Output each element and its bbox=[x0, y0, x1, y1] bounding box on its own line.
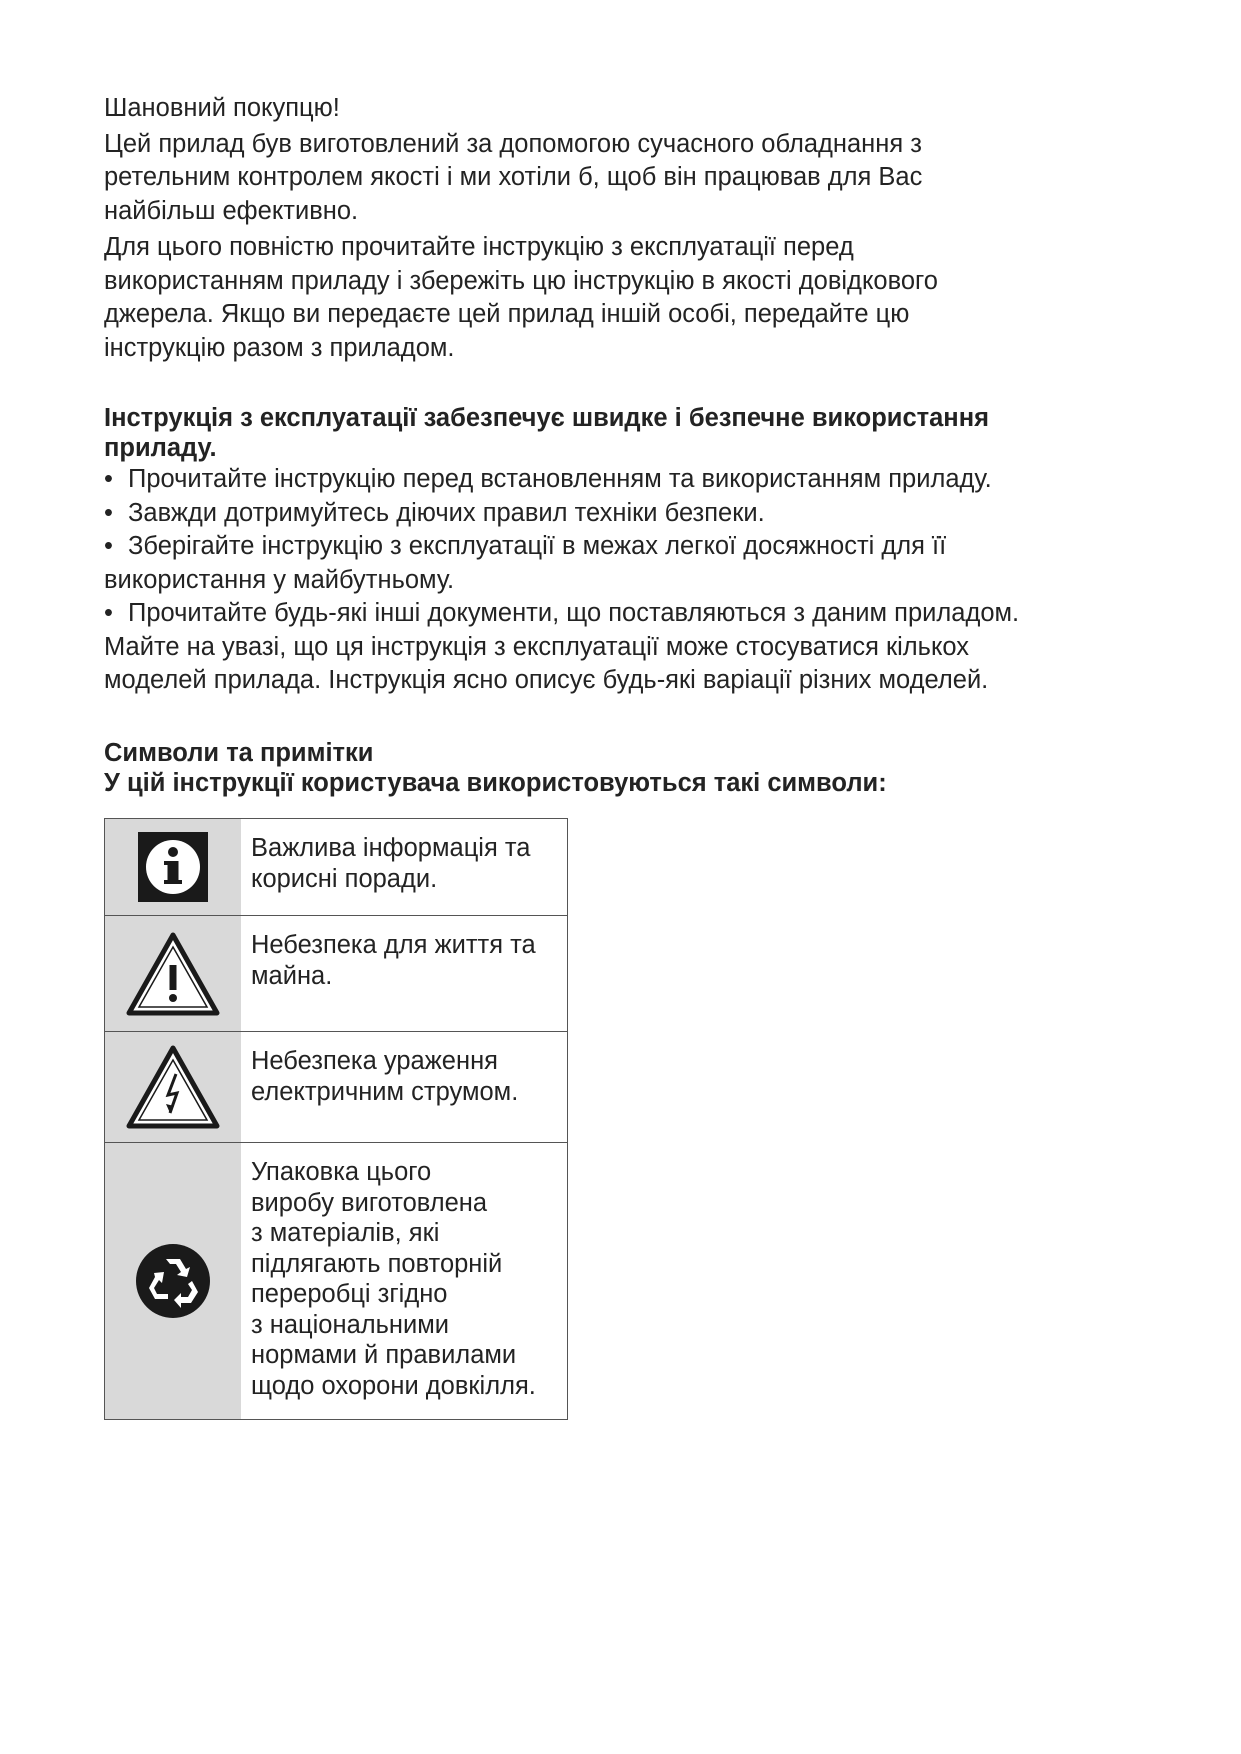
symbols-heading: Символи та примітки bbox=[104, 738, 374, 767]
safety-heading bbox=[104, 403, 1124, 463]
text-line: джерела. Якщо ви передаєте цей прилад іншій особі, передайте цю bbox=[104, 300, 910, 328]
symbols-table bbox=[104, 818, 568, 1420]
symbol-description bbox=[241, 916, 567, 1031]
heading-line: Інструкція з експлуатації забезпечує швидке і безпечне використання bbox=[104, 404, 989, 432]
greeting: Шановний покупцю! bbox=[104, 94, 340, 122]
description-line: переробці згідно bbox=[251, 1280, 448, 1308]
description-line: майна. bbox=[251, 961, 333, 990]
description-line: нормами й правилами bbox=[251, 1341, 517, 1369]
text-line: ретельним контролем якості і ми хотіли б, щоб він працював для Вас bbox=[104, 163, 923, 191]
description-line: корисні поради. bbox=[251, 864, 438, 893]
symbol-row-danger bbox=[105, 915, 567, 1031]
symbol-row-recycle bbox=[105, 1142, 567, 1419]
bullet-item bbox=[104, 530, 1124, 564]
note-line: моделей прилада. Інструкція ясно описує будь-які варіації різних моделей. bbox=[104, 666, 989, 694]
page-content bbox=[104, 92, 1124, 798]
text-line: Для цього повністю прочитайте інструкцію з експлуатації перед bbox=[104, 233, 854, 261]
description-line: виробу виготовлена bbox=[251, 1188, 488, 1217]
warning-icon bbox=[125, 931, 221, 1017]
symbol-icon-cell bbox=[105, 916, 241, 1031]
description-line: Упаковка цього bbox=[251, 1158, 432, 1186]
symbol-description bbox=[241, 1032, 567, 1142]
text-line: використанням приладу і збережіть цю інструкцію в якості довідкового bbox=[104, 266, 938, 295]
text-line: інструкцію разом з приладом. bbox=[104, 333, 455, 362]
section-spacer bbox=[104, 698, 1124, 738]
bullet-text: Зберігайте інструкцію з експлуатації в межах легкої досяжності для її bbox=[128, 532, 947, 560]
bullet-dot: • bbox=[104, 532, 113, 560]
description-line: з національними bbox=[251, 1310, 450, 1339]
bullet-dot: • bbox=[104, 599, 113, 627]
bullet-item bbox=[104, 463, 1124, 497]
description-line: щодо охорони довкілля. bbox=[251, 1371, 536, 1400]
recycle-icon bbox=[135, 1243, 211, 1319]
bullet-text: Прочитайте будь-які інші документи, що поставляються з даним приладом. bbox=[128, 599, 1020, 627]
bullet-item bbox=[104, 497, 1124, 531]
symbol-icon-cell bbox=[105, 1143, 241, 1419]
symbol-row-info bbox=[105, 819, 567, 915]
bullet-dot: • bbox=[104, 498, 113, 527]
bullet-text: Завжди дотримуйтесь діючих правил техніки безпеки. bbox=[128, 498, 765, 527]
description-line: Важлива інформація та bbox=[251, 834, 531, 862]
intro-paragraph-2 bbox=[104, 231, 1124, 365]
note-line: Майте на увазі, що ця інструкція з експлуатації може стосуватися кількох bbox=[104, 632, 970, 661]
symbol-description bbox=[241, 1143, 567, 1419]
text-line: найбільш ефективно. bbox=[104, 196, 359, 225]
bullet-dot: • bbox=[104, 465, 113, 493]
symbol-icon-cell bbox=[105, 819, 241, 915]
description-line: електричним струмом. bbox=[251, 1077, 519, 1106]
intro-paragraph-1 bbox=[104, 128, 1124, 229]
electric-shock-icon bbox=[125, 1044, 221, 1130]
symbol-icon-cell bbox=[105, 1032, 241, 1142]
symbol-description bbox=[241, 819, 567, 915]
bullet-text: Прочитайте інструкцію перед встановленням та використанням приладу. bbox=[128, 465, 992, 493]
text-line: Цей прилад був виготовлений за допомогою сучасного обладнання з bbox=[104, 129, 922, 158]
symbols-subheading: У цій інструкції користувача використовуються такі символи: bbox=[104, 768, 887, 797]
safety-section bbox=[104, 403, 1124, 698]
symbol-row-electric bbox=[105, 1031, 567, 1142]
heading-line: приладу. bbox=[104, 434, 217, 462]
info-icon bbox=[138, 832, 208, 902]
symbols-section bbox=[104, 738, 1124, 798]
description-line: підлягають повторній bbox=[251, 1249, 503, 1278]
description-line: Небезпека ураження bbox=[251, 1047, 498, 1075]
bullet-continuation: використання у майбутньому. bbox=[104, 565, 455, 594]
bullet-item bbox=[104, 597, 1124, 631]
description-line: з матеріалів, які bbox=[251, 1219, 440, 1247]
description-line: Небезпека для життя та bbox=[251, 931, 536, 959]
